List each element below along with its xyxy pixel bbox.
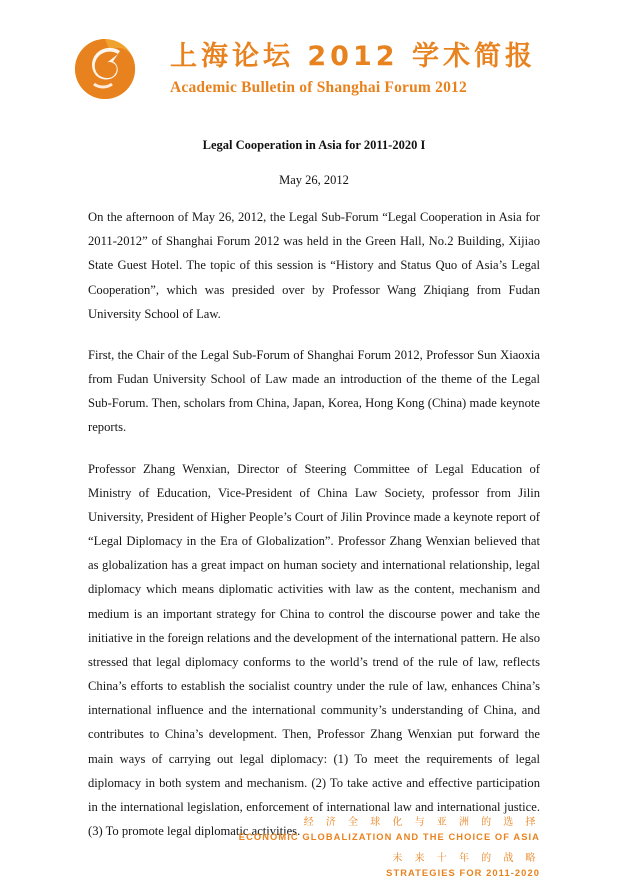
document-date: May 26, 2012 [279, 173, 349, 187]
paragraph: On the afternoon of May 26, 2012, the Legal Sub-Forum “Legal Cooperation in Asia for 2011-2012” of Shanghai Forum 2012 was held in the Green Hall, No.2 Building, Xijiao State Guest Hotel. The topic of this session is “History and Status Quo of Asia’s Legal Cooperation”, which was presided over by Professor Wang Zhiqiang from Fudan University School of Law. [88, 210, 540, 321]
masthead [0, 0, 628, 112]
paragraph: Professor Zhang Wenxian, Director of Steering Committee of Legal Education of Ministry of Education, Vice-President of China Law Society, professor from Jilin University, President of Higher People’s Court of Jilin Province made a keynote report of “Legal Diplomacy in the Era of Globalization”. Professor Zhang Wenxian believed that as globalization has a great impact on human society and international relationship, legal diplomacy which means diplomatic activities with law as the content, mechanism and medium is an important strategy for China to control the discourse power and take the initiative in the foreign relations and the development of the international pattern. He also stressed that legal diplomacy conforms to the world’s trend of the rule of law, reflects China’s efforts to establish the socialist country under the rule of law, enhances China’s international influence and the international community’s understanding of China, and contributes to China’s development. Then, Professor Zhang Wenxian put forward the main ways of carrying out legal diplomacy: (1) To meet the requirements of legal diplomacy in both system and mechanism. (2) To take active and effective participation in the international legislation, enforcement of international law and international justice. (3) To promote legal diplomatic activities. [88, 461, 540, 839]
document-body [88, 138, 540, 843]
page-title: Legal Cooperation in Asia for 2011-2020 I [202, 138, 426, 152]
footer-line1-cn: 经 济 全 球 化 与 亚 洲 的 选 择 [303, 817, 540, 829]
footer-slogan [239, 814, 540, 881]
footer-line2-cn: 未 来 十 年 的 战 略 [392, 853, 540, 865]
bulletin-title-en: Academic Bulletin of Shanghai Forum 2012 [170, 78, 467, 96]
footer-line2-en: STRATEGIES FOR 2011-2020 [386, 868, 540, 879]
bulletin-title-cn: 上海论坛 2012 学术简报 [170, 41, 536, 72]
title-block [170, 40, 590, 97]
paragraph: First, the Chair of the Legal Sub-Forum of Shanghai Forum 2012, Professor Sun Xiaoxia from Fudan University School of Law made an introduction of the theme of the Legal Sub-Forum. Then, scholars from China, Japan, Korea, Hong Kong (China) made keynote reports. [88, 347, 540, 435]
footer-line1-en: ECONOMIC GLOBALIZATION AND THE CHOICE OF ASIA [238, 832, 540, 843]
spiral-s-logo-icon [74, 38, 136, 100]
